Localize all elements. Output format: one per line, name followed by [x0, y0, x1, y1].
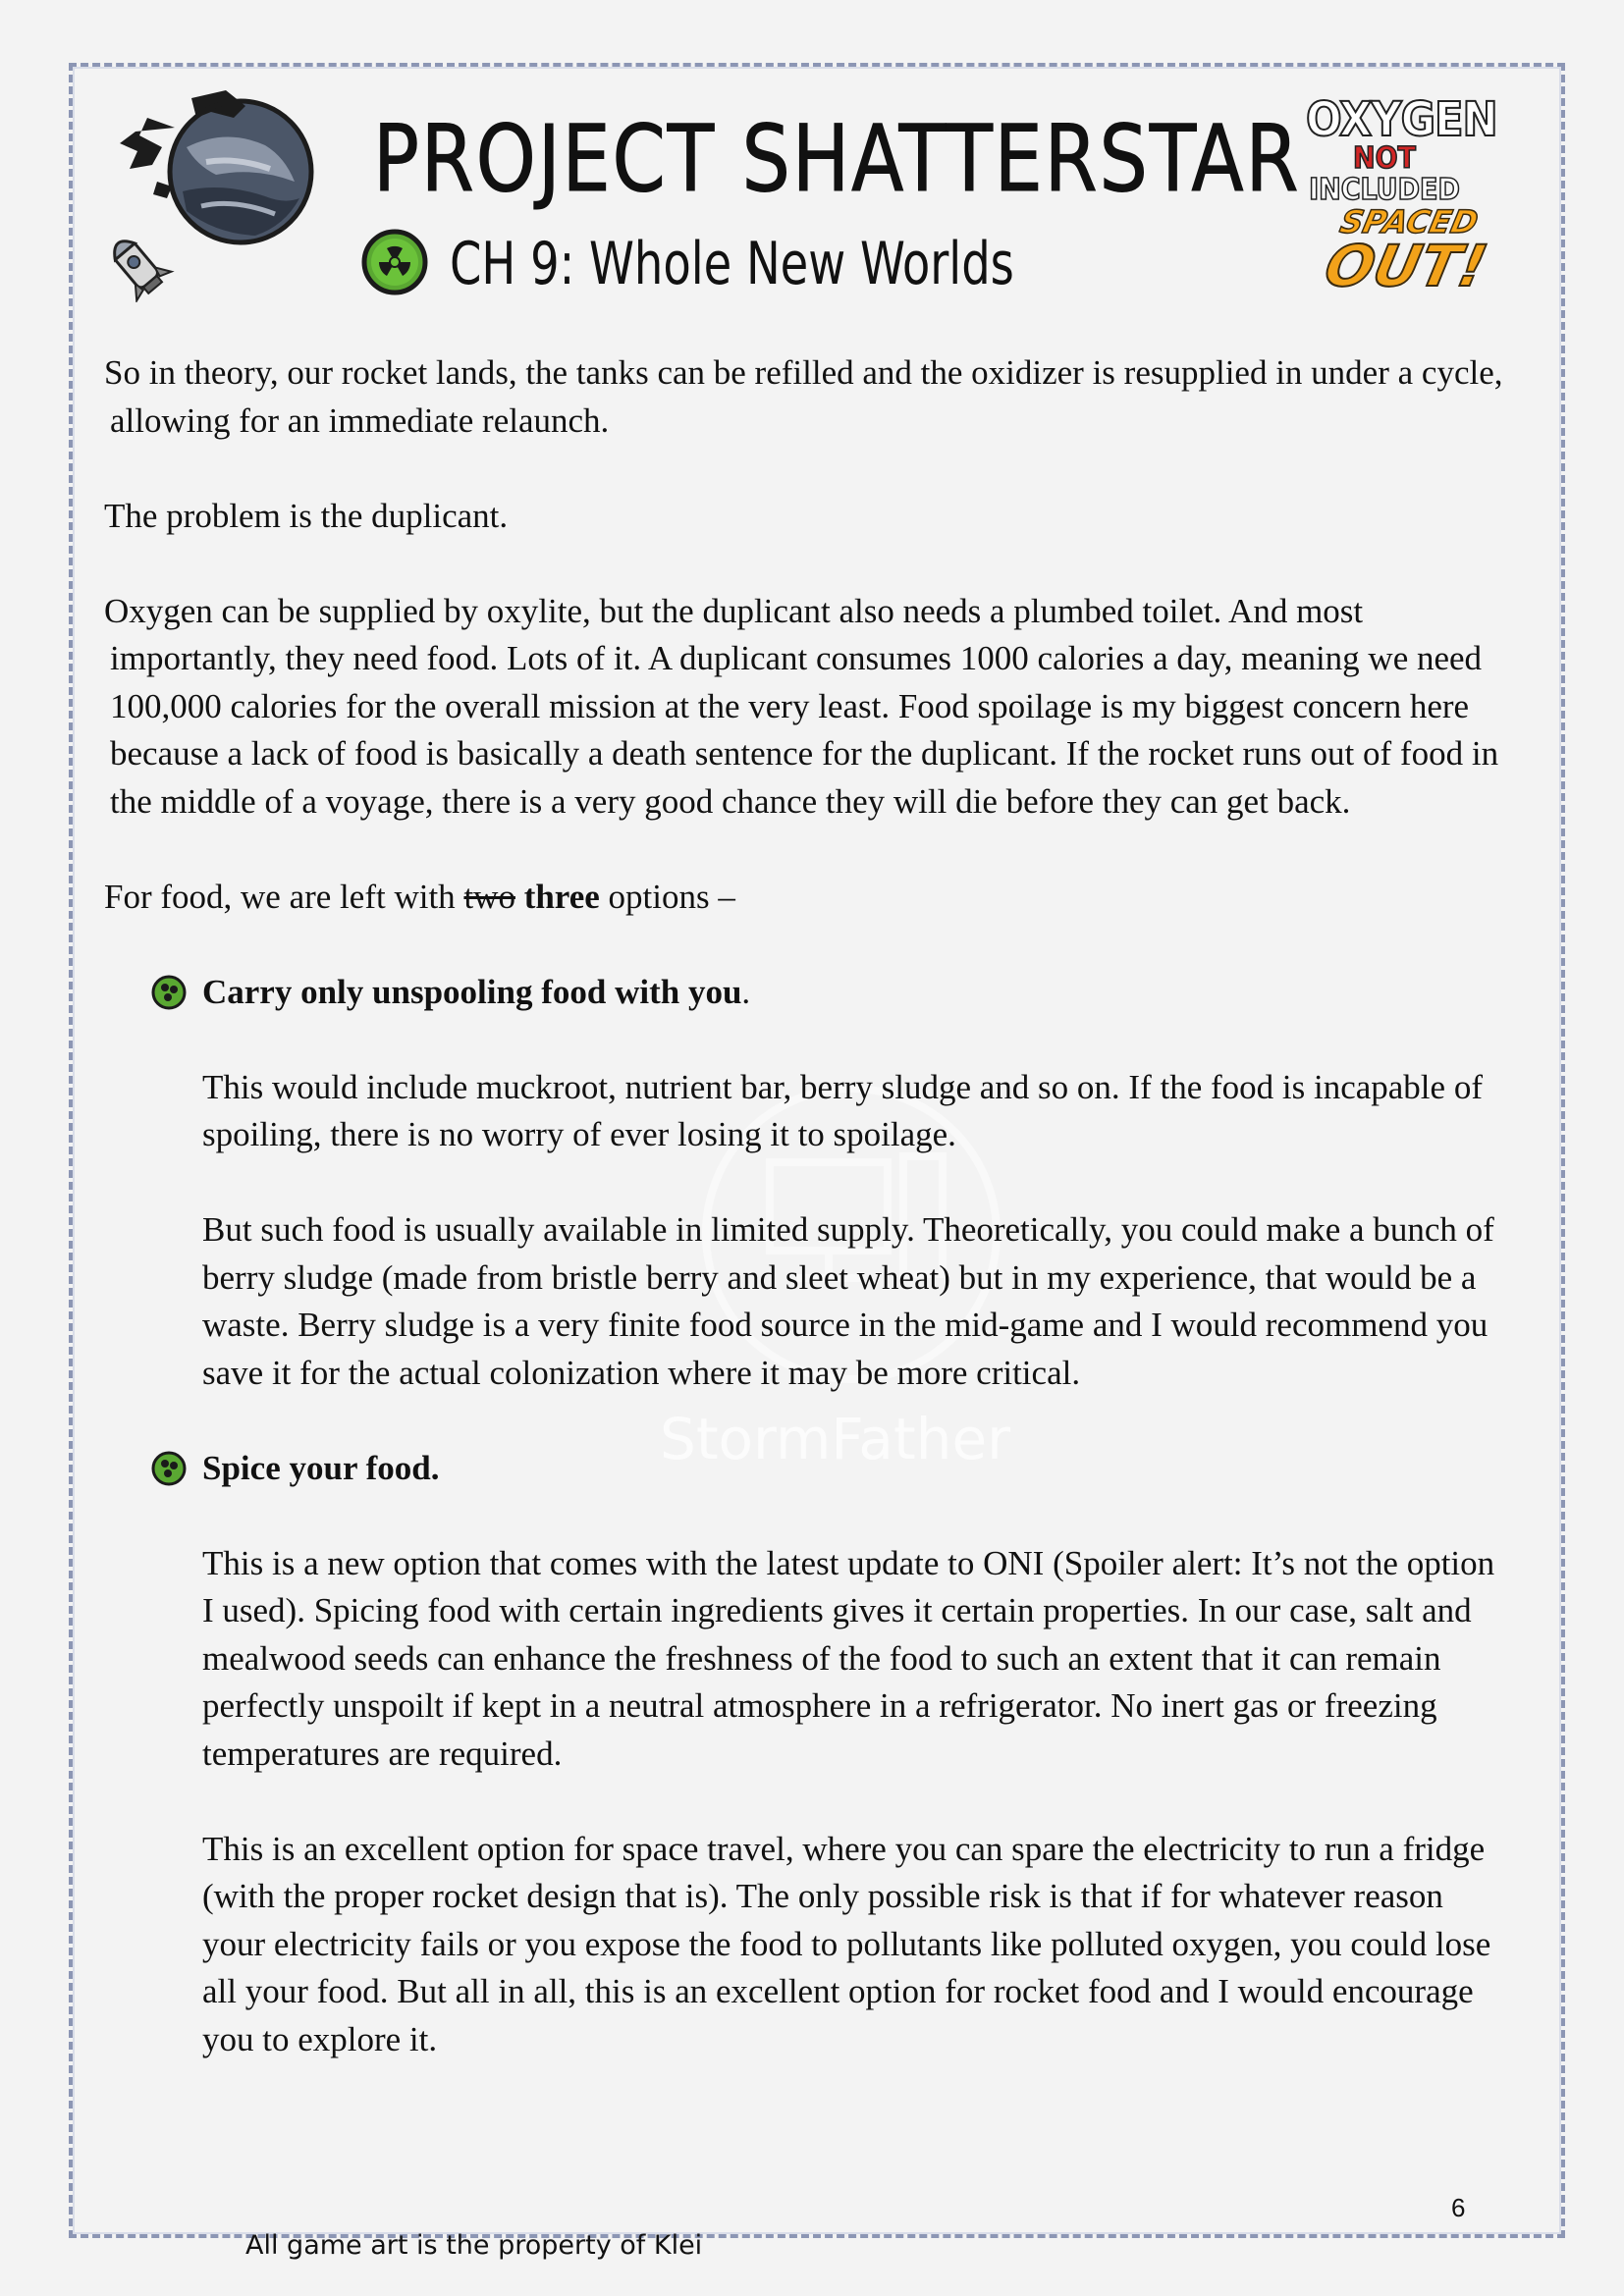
- bold-word: three: [523, 877, 600, 916]
- list-item-title: Spice your food.: [202, 1448, 440, 1487]
- struck-word: two: [463, 877, 515, 916]
- watermark-text: StormFather: [660, 1406, 1010, 1472]
- list-item-title: Carry only unspooling food with you: [202, 972, 742, 1011]
- radiation-bullet-icon: [151, 1451, 187, 1486]
- shattered-planet-icon: [118, 88, 324, 255]
- page-title: PROJECT SHATTERSTAR: [373, 106, 1301, 213]
- page-header: [0, 0, 1624, 324]
- radiation-icon: [360, 228, 429, 296]
- logo-spaced-text: SPACED: [1336, 203, 1482, 240]
- logo-oxygen-text: OXYGEN: [1306, 92, 1497, 147]
- paragraph: This would include muckroot, nutrient bar, berry sludge and so on. If the food is incapable of spoiling, there is no worry of ever losing it to spoilage.: [202, 1067, 1483, 1153]
- paragraph: The problem is the duplicant.: [104, 496, 509, 535]
- paragraph: This is a new option that comes with the latest update to ONI (Spoiler alert: It’s not the option I used). Spicing food with certain ingredients gives it certain properties. In our case, salt and mealwood seeds can enhance the freshness of the food to such an extent that it can remain perfectly unspoilt if kept in a neutral atmosphere in a refrigerator. No inert gas or freezing temperatures are required.: [202, 1543, 1495, 1773]
- spaced-out-logo: [1319, 203, 1493, 299]
- oxygen-not-included-logo: [1306, 92, 1497, 207]
- rocket-icon: [98, 234, 177, 302]
- list-item: [104, 1445, 1508, 1493]
- logo-not-included-text: NOT INCLUDED: [1309, 141, 1460, 207]
- paragraph: Oxygen can be supplied by oxylite, but the duplicant also needs a plumbed toilet. And most importantly, they need food. Lots of it. A duplicant consumes 1000 calories a day, meaning we need 100,000 calories for the overall mission at the very least. Food spoilage is my biggest concern here because a lack of food is basically a death sentence for the duplicant. If the rocket runs out of food in the middle of a voyage, there is a very good chance they will die before they can get back.: [104, 591, 1499, 821]
- page-number: 6: [1451, 2193, 1466, 2222]
- article-body: [104, 349, 1508, 2111]
- footer-credit: All game art is the property of Klei: [245, 2230, 703, 2261]
- logo-out-text: OUT!: [1319, 233, 1493, 299]
- options-intro: For food, we are left with two three options –: [104, 877, 735, 916]
- paragraph: But such food is usually available in limited supply. Theoretically, you could make a bunch of berry sludge (made from bristle berry and sleet wheat) but in my experience, that would be a waste. Berry sludge is a very finite food source in the mid-game and I would recommend you save it for the actual colonization where it may be more critical.: [202, 1210, 1494, 1392]
- chapter-heading: CH 9: Whole New Worlds: [450, 230, 1014, 298]
- paragraph: So in theory, our rocket lands, the tanks can be refilled and the oxidizer is resupplied in under a cycle, allowing for an immediate relaunch.: [104, 353, 1503, 440]
- paragraph: This is an excellent option for space travel, where you can spare the electricity to run a fridge (with the proper rocket design that is). The only possible risk is that if for whatever reason your electricity fails or you expose the food to pollutants like polluted oxygen, you could lose all your food. But all in all, this is an excellent option for rocket food and I would encourage you to explore it.: [202, 1829, 1491, 2058]
- list-item: Carry only unspooling food with you.: [104, 969, 1508, 1017]
- radiation-bullet-icon: [151, 975, 187, 1010]
